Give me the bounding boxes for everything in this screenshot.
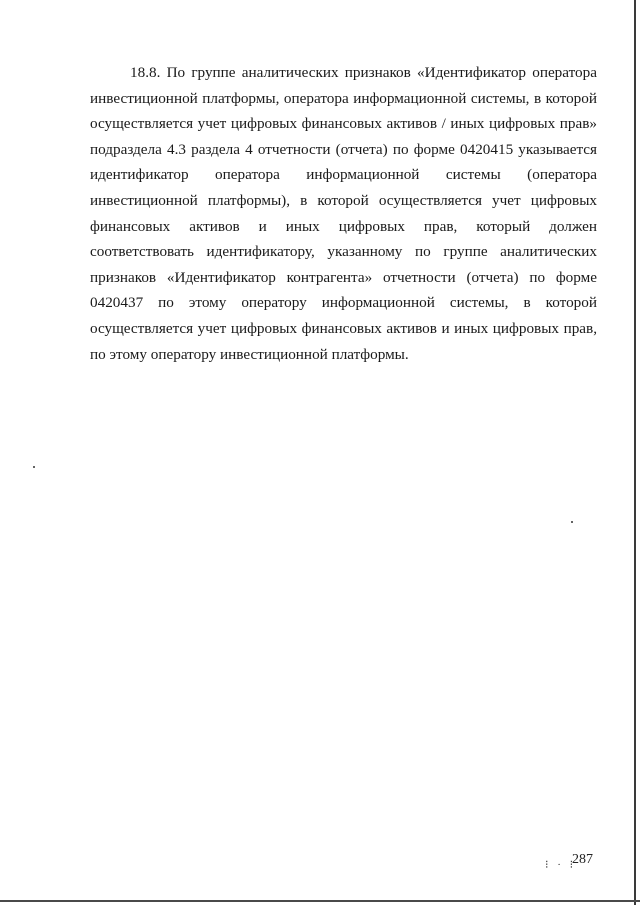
page-number: 287 — [572, 852, 593, 867]
scan-speck — [571, 521, 573, 523]
scan-speck — [33, 466, 35, 468]
scan-edge-right — [634, 0, 636, 905]
scan-edge-bottom — [0, 900, 640, 902]
document-body — [90, 60, 597, 367]
scan-marks: ⁝ · ⁝ — [545, 859, 577, 871]
paragraph-18-8: 18.8. По группе аналитических признаков «Идентификатор оператора инвестиционной платформы, оператора информационной системы, в которой осуществляется учет цифровых финансовых активов / иных цифровых прав» подраздела 4.3 раздела 4 отчетности (отчета) по форме 0420415 указывается идентификатор оператора информационной системы (оператора инвестиционной платформы), в которой осуществляется учет цифровых финансовых активов и иных цифровых прав, который должен соответствовать идентификатору, указанному по группе аналитических признаков «Идентификатор контрагента» отчетности (отчета) по форме 0420437 по этому оператору информационной системы, в которой осуществляется учет цифровых финансовых активов и иных цифровых прав, по этому оператору инвестиционной платформы. — [90, 64, 597, 363]
